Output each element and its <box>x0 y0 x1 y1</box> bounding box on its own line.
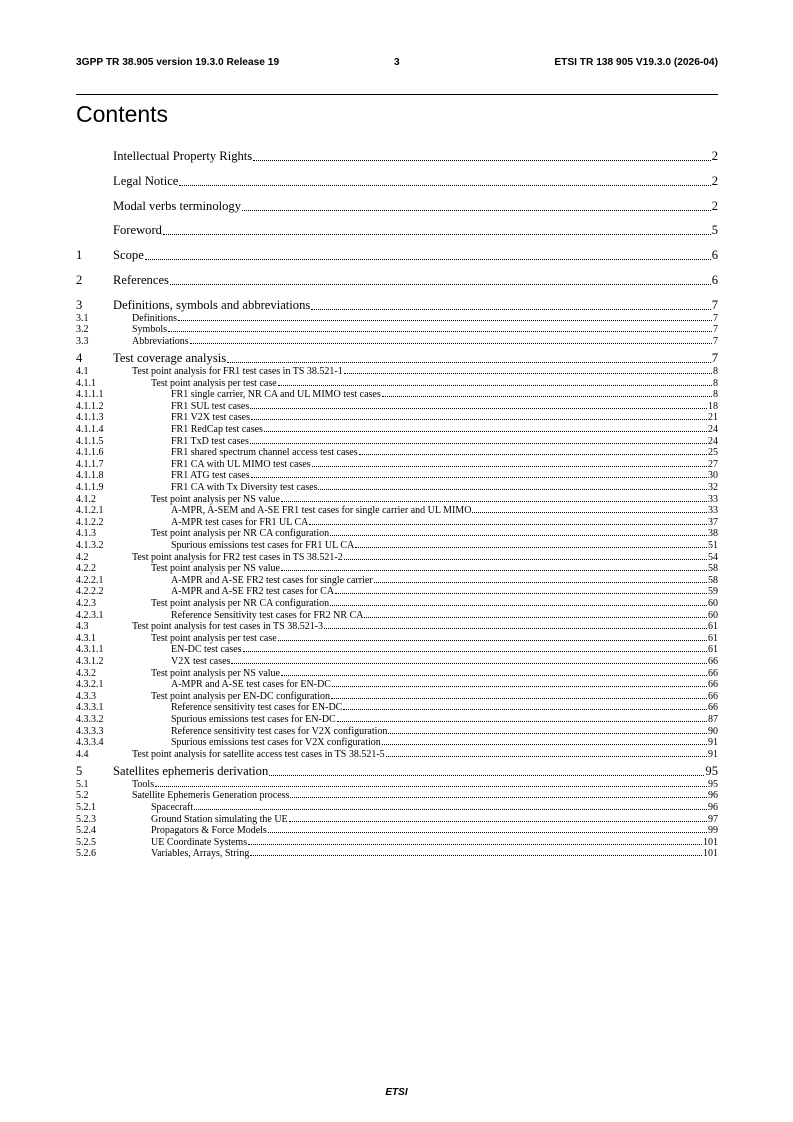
toc-entry-page: 5 <box>711 223 718 238</box>
toc-entry-number: 4.1.3.2 <box>76 540 104 551</box>
toc-entry-title: Test point analysis per NS value <box>151 667 280 679</box>
toc-entry-title: Test point analysis per test case <box>151 377 277 389</box>
toc-entry-title: FR1 TxD test cases <box>171 435 249 447</box>
toc-entry-number: 1 <box>76 248 83 263</box>
toc-entry-number: 4.2.2.1 <box>76 574 104 586</box>
toc-entry-number: 5.2.1 <box>76 802 96 813</box>
header-etsi-id: ETSI TR 138 905 V19.3.0 (2026-04) <box>554 57 718 68</box>
page-header <box>76 57 718 71</box>
toc-dot-leader <box>179 185 710 186</box>
toc-entry-number: 4.3.3.4 <box>76 737 104 749</box>
toc-entry-title: Test coverage analysis <box>113 351 227 365</box>
toc-entry-page: 60 <box>708 598 718 609</box>
toc-entry-number: 4.3.1.2 <box>76 656 104 667</box>
toc-dot-leader <box>194 809 707 810</box>
toc-dot-leader <box>344 373 712 374</box>
toc-entry-title: Test point analysis per test case <box>151 632 277 644</box>
toc-dot-leader <box>281 570 707 571</box>
toc-entry-number: 4.1 <box>76 366 89 377</box>
toc-entry-page: 38 <box>708 528 718 540</box>
toc-entry-title: Definitions <box>132 312 177 324</box>
toc-entry-number: 4.1.1.9 <box>76 482 104 493</box>
toc-entry-page: 97 <box>708 813 718 825</box>
toc-entry-page: 61 <box>708 632 718 644</box>
toc-entry-number: 4.1.1 <box>76 377 96 389</box>
toc-entry[interactable] <box>76 298 718 313</box>
toc-dot-leader <box>281 675 707 676</box>
toc-dot-leader <box>190 343 712 344</box>
toc-entry-number: 5.2.6 <box>76 848 96 860</box>
toc-entry-number: 4.1.1.6 <box>76 447 104 459</box>
toc-entry-number: 4.1.1.8 <box>76 470 104 482</box>
toc-entry-number: 4.1.2 <box>76 493 96 505</box>
toc-entry-number: 5.2 <box>76 790 89 802</box>
toc-dot-leader <box>330 605 707 606</box>
toc-entry[interactable] <box>76 802 718 813</box>
toc-entry-title: FR1 ATG test cases <box>171 470 250 482</box>
toc-entry-page: 59 <box>708 586 718 598</box>
header-page-number: 3 <box>394 57 400 68</box>
toc-entry-title: Modal verbs terminology <box>113 198 242 213</box>
toc-entry-page: 33 <box>708 493 718 505</box>
toc-dot-leader <box>243 651 707 652</box>
toc-dot-leader <box>337 721 707 722</box>
toc-entry[interactable] <box>76 324 718 335</box>
toc-entry-number: 4.1.1.3 <box>76 412 104 424</box>
toc-entry-page: 2 <box>711 149 718 163</box>
toc-dot-leader <box>335 593 707 594</box>
toc-entry-page: 6 <box>711 273 718 287</box>
toc-entry-title: Foreword <box>113 223 162 238</box>
toc-dot-leader <box>250 408 707 409</box>
toc-entry-number: 4.1.3 <box>76 528 96 540</box>
toc-dot-leader <box>364 617 707 618</box>
toc-dot-leader <box>242 210 711 211</box>
toc-dot-leader <box>318 489 707 490</box>
toc-entry-number: 5 <box>76 763 83 778</box>
toc-entry-number: 4.3.3 <box>76 690 96 702</box>
toc-dot-leader <box>163 234 711 235</box>
toc-entry-title: Test point analysis per NS value <box>151 493 280 505</box>
toc-entry-page: 21 <box>708 412 718 424</box>
toc-entry[interactable] <box>76 737 718 748</box>
toc-entry-title: Spurious emissions test cases for V2X configuration <box>171 737 381 749</box>
toc-entry-number: 4.1.2.2 <box>76 516 104 528</box>
toc-entry-title: FR1 RedCap test cases <box>171 424 263 435</box>
toc-dot-leader <box>145 259 711 260</box>
toc-entry-number: 4.1.1.5 <box>76 435 104 447</box>
toc-entry-page: 96 <box>708 802 718 813</box>
toc-entry-title: A-MPR and A-SE FR2 test cases for single carrier <box>171 574 373 586</box>
toc-dot-leader <box>332 686 707 687</box>
toc-entry[interactable] <box>76 505 718 516</box>
toc-dot-leader <box>278 385 712 386</box>
toc-entry-page: 99 <box>708 825 718 837</box>
toc-entry[interactable] <box>76 563 718 574</box>
toc-entry-page: 91 <box>708 748 718 760</box>
toc-entry[interactable] <box>76 679 718 690</box>
toc-dot-leader <box>289 821 707 822</box>
toc-entry-title: FR1 CA with Tx Diversity test cases <box>171 482 318 493</box>
toc-dot-leader <box>264 431 707 432</box>
toc-entry[interactable] <box>76 814 718 825</box>
toc-dot-leader <box>343 709 707 710</box>
toc-entry[interactable] <box>76 248 718 263</box>
toc-entry-page: 91 <box>708 737 718 749</box>
toc-entry-page: 7 <box>711 297 718 312</box>
toc-entry-page: 30 <box>708 470 718 482</box>
toc-entry[interactable] <box>76 726 718 737</box>
toc-entry-number: 4.1.2.1 <box>76 505 104 517</box>
toc-entry[interactable] <box>76 644 718 655</box>
toc-dot-leader <box>382 744 707 745</box>
toc-entry-number: 4.1.1.2 <box>76 400 104 412</box>
toc-entry-number: 2 <box>76 273 83 287</box>
toc-entry-page: 87 <box>708 714 718 725</box>
toc-entry[interactable] <box>76 691 718 702</box>
toc-entry-page: 7 <box>713 324 718 336</box>
toc-dot-leader <box>250 855 702 856</box>
toc-dot-leader <box>386 756 707 757</box>
toc-entry-number: 4.1.1.4 <box>76 424 104 435</box>
toc-entry-title: A-MPR, A-SEM and A-SE FR1 test cases for single carrier and UL MIMO <box>171 505 472 517</box>
toc-entry[interactable] <box>76 459 718 470</box>
toc-entry-page: 51 <box>708 540 718 551</box>
toc-entry-page: 32 <box>708 482 718 493</box>
toc-entry[interactable] <box>76 825 718 836</box>
toc-entry-page: 66 <box>708 667 718 679</box>
toc-entry-page: 2 <box>711 198 718 213</box>
toc-entry-number: 4.3.3.2 <box>76 714 104 725</box>
toc-entry-number: 4 <box>76 351 83 365</box>
toc-dot-leader <box>178 320 712 321</box>
toc-entry[interactable] <box>76 702 718 713</box>
toc-entry-number: 5.2.4 <box>76 825 96 837</box>
toc-dot-leader <box>253 160 711 161</box>
toc-entry[interactable] <box>76 586 718 597</box>
toc-entry-page: 61 <box>708 644 718 656</box>
toc-entry-page: 2 <box>711 173 718 188</box>
toc-entry[interactable] <box>76 336 718 347</box>
toc-entry[interactable] <box>76 656 718 667</box>
toc-entry[interactable] <box>76 366 718 377</box>
toc-dot-leader <box>359 454 707 455</box>
toc-entry-page: 33 <box>708 505 718 517</box>
toc-entry-page: 18 <box>708 400 718 412</box>
toc-entry-title: UE Coordinate Systems <box>151 836 248 848</box>
toc-entry[interactable] <box>76 482 718 493</box>
toc-entry-page: 37 <box>708 516 718 528</box>
toc-entry-title: Spurious emissions test cases for FR1 UL CA <box>171 540 355 551</box>
toc-entry[interactable] <box>76 528 718 539</box>
page-title: Contents <box>76 101 169 127</box>
toc-entry[interactable] <box>76 378 718 389</box>
toc-entry-title: Test point analysis for test cases in TS 38.521-3 <box>132 621 324 633</box>
toc-entry-number: 4.2.3 <box>76 598 96 609</box>
toc-dot-leader <box>170 284 711 285</box>
toc-entry-title: References <box>113 273 169 287</box>
toc-dot-leader <box>278 640 707 641</box>
toc-entry-title: A-MPR test cases for FR1 UL CA <box>171 516 309 528</box>
toc-entry-number: 4.2.3.1 <box>76 609 104 621</box>
toc-entry-title: Spacecraft <box>151 802 194 813</box>
toc-entry-title: V2X test cases <box>171 656 231 667</box>
toc-entry[interactable] <box>76 447 718 458</box>
toc-entry-number: 4.2.2.2 <box>76 586 104 598</box>
toc-entry-number: 4.3.1.1 <box>76 644 104 656</box>
toc-entry[interactable] <box>76 790 718 801</box>
toc-dot-leader <box>231 663 707 664</box>
toc-dot-leader <box>155 786 707 787</box>
toc-entry-title: FR1 single carrier, NR CA and UL MIMO test cases <box>171 389 381 401</box>
toc-entry[interactable] <box>76 633 718 644</box>
toc-dot-leader <box>250 443 707 444</box>
toc-entry[interactable] <box>76 621 718 632</box>
toc-entry-title: A-MPR and A-SE FR2 test cases for CA <box>171 586 335 598</box>
toc-entry-page: 8 <box>713 389 718 401</box>
toc-entry[interactable] <box>76 174 718 189</box>
toc-entry[interactable] <box>76 199 718 214</box>
toc-dot-leader <box>269 775 704 776</box>
toc-entry-page: 95 <box>705 763 718 778</box>
toc-dot-leader <box>268 832 707 833</box>
toc-entry-page: 8 <box>713 377 718 389</box>
toc-dot-leader <box>251 419 707 420</box>
toc-entry[interactable] <box>76 424 718 435</box>
toc-entry-title: FR1 CA with UL MIMO test cases <box>171 458 311 470</box>
toc-entry-title: Definitions, symbols and abbreviations <box>113 297 311 312</box>
toc-entry-title: Test point analysis per EN-DC configuration <box>151 690 330 702</box>
toc-dot-leader <box>330 535 707 536</box>
toc-entry-page: 61 <box>708 621 718 633</box>
toc-entry[interactable] <box>76 714 718 725</box>
toc-entry[interactable] <box>76 749 718 760</box>
toc-entry-number: 4.3.3.1 <box>76 702 104 714</box>
toc-entry-page: 7 <box>713 336 718 347</box>
toc-entry[interactable] <box>76 436 718 447</box>
toc-entry[interactable] <box>76 401 718 412</box>
toc-entry-page: 54 <box>708 551 718 563</box>
toc-entry-title: A-MPR and A-SE test cases for EN-DC <box>171 679 331 691</box>
toc-entry-page: 58 <box>708 563 718 575</box>
toc-entry[interactable] <box>76 149 718 164</box>
toc-entry-number: 4.3 <box>76 621 89 633</box>
toc-entry[interactable] <box>76 540 718 551</box>
toc-entry-title: Abbreviations <box>132 336 189 347</box>
toc-entry-title: Test point analysis for satellite access test cases in TS 38.521-5 <box>132 748 385 760</box>
toc-entry-page: 96 <box>708 790 718 802</box>
toc-entry-page: 66 <box>708 679 718 691</box>
toc-entry-number: 5.2.3 <box>76 813 96 825</box>
toc-entry-title: FR1 shared spectrum channel access test cases <box>171 447 358 459</box>
toc-entry-number: 5.2.5 <box>76 836 96 848</box>
toc-entry-number: 4.2 <box>76 551 89 563</box>
toc-entry-page: 66 <box>708 656 718 667</box>
toc-dot-leader <box>472 512 707 513</box>
toc-entry[interactable] <box>76 223 718 238</box>
toc-entry-number: 4.4 <box>76 748 89 760</box>
toc-entry-title: Satellite Ephemeris Generation process <box>132 790 290 802</box>
toc-entry[interactable] <box>76 779 718 790</box>
toc-entry-title: Test point analysis per NS value <box>151 563 280 575</box>
toc-entry-page: 90 <box>708 725 718 737</box>
toc-entry-page: 7 <box>711 351 718 365</box>
toc-dot-leader <box>311 309 710 310</box>
toc-entry-page: 27 <box>708 458 718 470</box>
toc-entry-number: 4.3.3.3 <box>76 725 104 737</box>
toc-entry[interactable] <box>76 412 718 423</box>
toc-entry-title: EN-DC test cases <box>171 644 242 656</box>
toc-dot-leader <box>374 582 707 583</box>
toc-entry-title: Reference sensitivity test cases for EN-DC <box>171 702 343 714</box>
toc-entry[interactable] <box>76 494 718 505</box>
toc-entry[interactable] <box>76 575 718 586</box>
toc-dot-leader <box>227 362 711 363</box>
toc-entry-number: 4.1.1.1 <box>76 389 104 401</box>
toc-entry-title: Legal Notice <box>113 173 179 188</box>
toc-entry-title: Reference sensitivity test cases for V2X configuration <box>171 725 388 737</box>
toc-entry-page: 66 <box>708 690 718 702</box>
toc-entry-number: 4.3.2 <box>76 667 96 679</box>
toc-dot-leader <box>312 466 707 467</box>
toc-entry-number: 5.1 <box>76 778 89 790</box>
toc-dot-leader <box>388 733 707 734</box>
toc-entry-number: 3.1 <box>76 312 89 324</box>
toc-entry-page: 24 <box>708 435 718 447</box>
toc-entry-page: 8 <box>713 366 718 377</box>
toc-entry[interactable] <box>76 837 718 848</box>
toc-entry-title: Intellectual Property Rights <box>113 149 253 163</box>
toc-entry[interactable] <box>76 470 718 481</box>
toc-entry[interactable] <box>76 610 718 621</box>
toc-entry-title: Test point analysis per NR CA configuration <box>151 598 330 609</box>
toc-entry-page: 66 <box>708 702 718 714</box>
toc-dot-leader <box>324 628 707 629</box>
toc-entry-number: 4.3.1 <box>76 632 96 644</box>
toc-entry-title: Symbols <box>132 324 168 336</box>
toc-entry[interactable] <box>76 273 718 288</box>
toc-entry-number: 3.2 <box>76 324 89 336</box>
toc-entry-title: Tools <box>132 778 155 790</box>
toc-entry-page: 6 <box>711 248 718 263</box>
toc-entry[interactable] <box>76 668 718 679</box>
toc-entry[interactable] <box>76 313 718 324</box>
toc-entry-page: 101 <box>703 836 718 848</box>
toc-entry[interactable] <box>76 598 718 609</box>
toc-dot-leader <box>355 547 707 548</box>
toc-entry-title: Test point analysis for FR2 test cases in TS 38.521-2 <box>132 551 343 563</box>
toc-entry-title: Test point analysis for FR1 test cases in TS 38.521-1 <box>132 366 343 377</box>
toc-entry-title: Test point analysis per NR CA configuration <box>151 528 330 540</box>
toc-dot-leader <box>251 477 707 478</box>
toc-dot-leader <box>344 559 707 560</box>
toc-entry-title: FR1 V2X test cases <box>171 412 250 424</box>
toc-entry-number: 3.3 <box>76 336 89 347</box>
toc-entry-title: Satellites ephemeris derivation <box>113 763 269 778</box>
toc-entry[interactable] <box>76 351 718 366</box>
toc-entry-page: 7 <box>713 312 718 324</box>
toc-entry-page: 60 <box>708 609 718 621</box>
toc-entry[interactable] <box>76 764 718 779</box>
toc-entry-page: 24 <box>708 424 718 435</box>
toc-entry-number: 4.1.1.7 <box>76 458 104 470</box>
toc-dot-leader <box>382 396 712 397</box>
header-rule <box>76 94 718 95</box>
toc-entry-page: 95 <box>708 778 718 790</box>
toc-entry-title: Ground Station simulating the UE <box>151 813 288 825</box>
toc-dot-leader <box>248 844 702 845</box>
toc-entry[interactable] <box>76 517 718 528</box>
toc-entry-number: 3 <box>76 297 83 312</box>
toc-entry[interactable] <box>76 848 718 859</box>
toc-entry-title: Reference Sensitivity test cases for FR2 NR CA <box>171 609 364 621</box>
toc-entry[interactable] <box>76 552 718 563</box>
toc-dot-leader <box>309 524 707 525</box>
toc-dot-leader <box>290 797 707 798</box>
toc-entry-title: Propagators & Force Models <box>151 825 267 837</box>
toc-entry-page: 58 <box>708 574 718 586</box>
toc-entry-title: Variables, Arrays, String <box>151 848 250 860</box>
toc-entry-page: 25 <box>708 447 718 459</box>
toc-entry-title: FR1 SUL test cases <box>171 400 250 412</box>
toc-dot-leader <box>331 698 707 699</box>
toc-entry-title: Spurious emissions test cases for EN-DC <box>171 714 336 725</box>
toc-entry-page: 101 <box>703 848 718 860</box>
header-document-id: 3GPP TR 38.905 version 19.3.0 Release 19 <box>76 57 280 68</box>
page-footer: ETSI <box>385 1087 408 1098</box>
toc-entry-number: 4.2.2 <box>76 563 96 575</box>
toc-entry-title: Scope <box>113 248 144 263</box>
toc-dot-leader <box>281 501 707 502</box>
toc-entry[interactable] <box>76 389 718 400</box>
toc-dot-leader <box>168 331 712 332</box>
toc-entry-number: 4.3.2.1 <box>76 679 104 691</box>
